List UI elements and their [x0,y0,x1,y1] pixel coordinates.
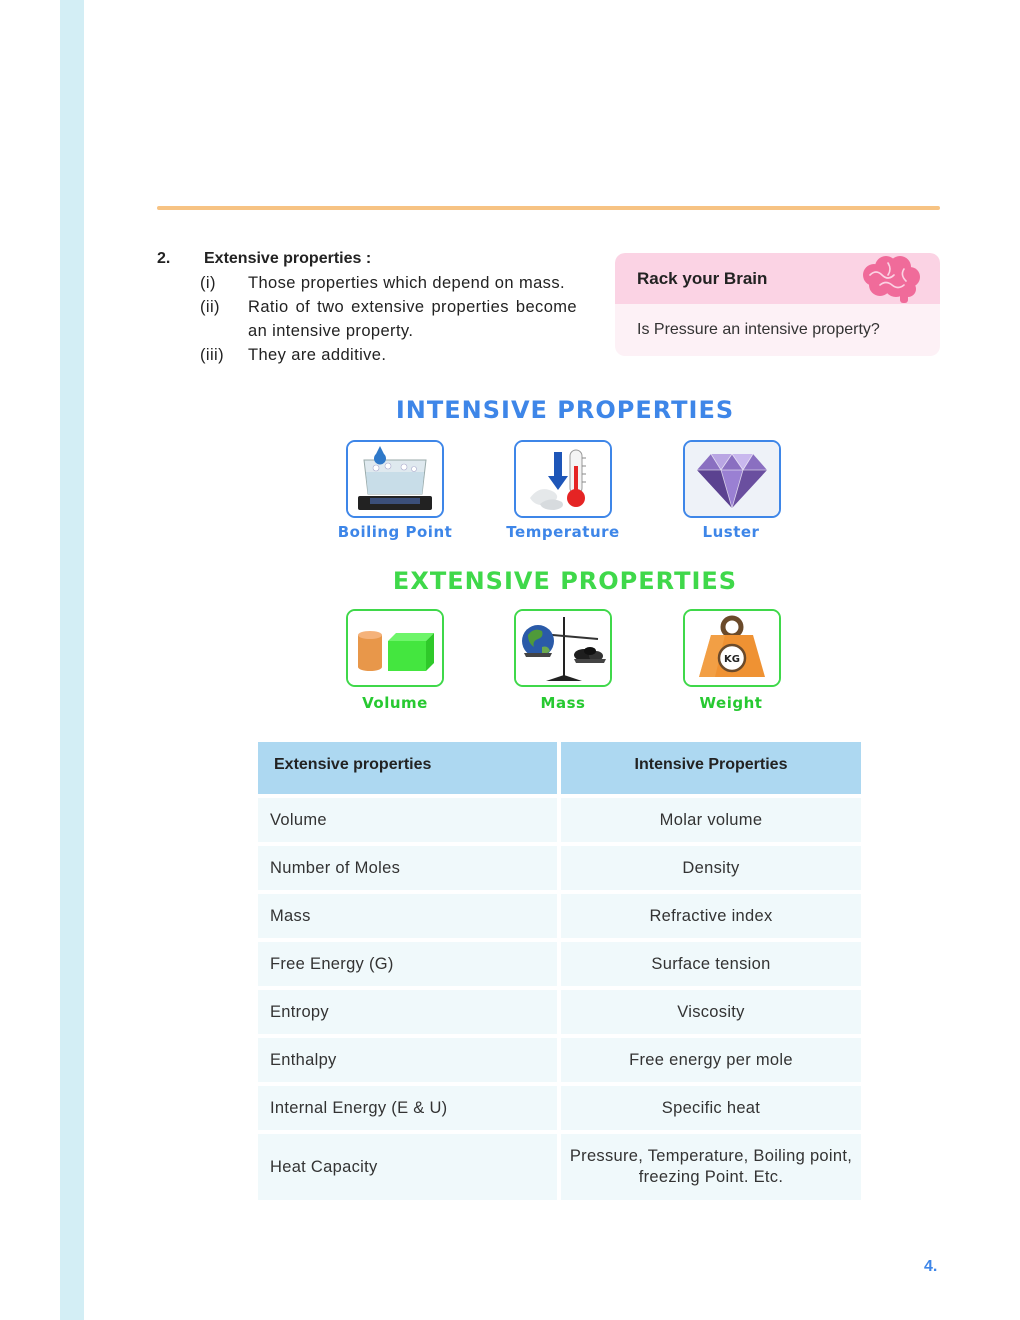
table-row [258,798,861,842]
header-intensive: Intensive Properties [561,742,861,794]
rack-your-brain-question: Is Pressure an intensive property? [637,321,880,338]
left-margin-strip [60,0,84,1320]
intensive-cell: Free energy per mole [561,1038,861,1082]
weight-kg-badge: KG [724,654,740,665]
intensive-cell: Specific heat [561,1086,861,1130]
rack-your-brain-header [615,253,940,304]
intensive-properties-title: INTENSIVE PROPERTIES [395,396,735,424]
table-row [258,846,861,890]
top-divider [157,206,940,210]
extensive-cell: Volume [258,798,557,842]
section-title: Extensive properties : [204,250,372,267]
extensive-cell: Mass [258,894,557,938]
intensive-cell: Density [561,846,861,890]
rack-your-brain-title: Rack your Brain [637,268,768,288]
intensive-cell: Pressure, Temperature, Boiling point, freezing Point. Etc. [561,1134,861,1200]
list-item [200,343,577,367]
extensive-properties-section [157,250,577,367]
mass-image [514,609,612,687]
property-list [157,271,577,367]
list-item-number: (ii) [200,298,220,316]
table-header-row [258,742,861,794]
volume-image [346,609,444,687]
table-row [258,1134,861,1200]
temperature-image [514,440,612,518]
list-item-text: Ratio of two extensive properties become an intensive property. [248,298,577,340]
intensive-cell: Surface tension [561,942,861,986]
section-number: 2. [157,250,171,267]
properties-table [254,738,865,1204]
boiling-point-image [346,440,444,518]
extensive-properties-title: EXTENSIVE PROPERTIES [392,567,738,595]
mass-label: Mass [540,694,586,712]
extensive-cell: Free Energy (G) [258,942,557,986]
list-item-text: They are additive. [248,346,387,364]
section-heading [157,250,577,268]
table-row [258,942,861,986]
table-row [258,1086,861,1130]
luster-image [683,440,781,518]
page-number: 4. [924,1258,938,1275]
intensive-cell: Refractive index [561,894,861,938]
temperature-label: Temperature [506,523,620,541]
rack-your-brain-box [615,253,940,356]
list-item-number: (iii) [200,346,224,364]
luster-label: Luster [702,523,760,541]
weight-image [683,609,781,687]
intensive-cell: Viscosity [561,990,861,1034]
table-row [258,990,861,1034]
list-item [200,271,577,295]
brain-icon [860,255,922,305]
extensive-cell: Enthalpy [258,1038,557,1082]
weight-label: Weight [699,694,763,712]
table-row [258,894,861,938]
extensive-cell: Entropy [258,990,557,1034]
header-extensive: Extensive properties [258,742,557,794]
extensive-cell: Heat Capacity [258,1134,557,1200]
list-item-text: Those properties which depend on mass. [248,274,565,292]
extensive-cell: Number of Moles [258,846,557,890]
list-item-number: (i) [200,274,216,292]
intensive-cell: Molar volume [561,798,861,842]
extensive-cell: Internal Energy (E & U) [258,1086,557,1130]
list-item [200,295,577,343]
volume-label: Volume [362,694,428,712]
boiling-point-label: Boiling Point [337,523,453,541]
table-row [258,1038,861,1082]
